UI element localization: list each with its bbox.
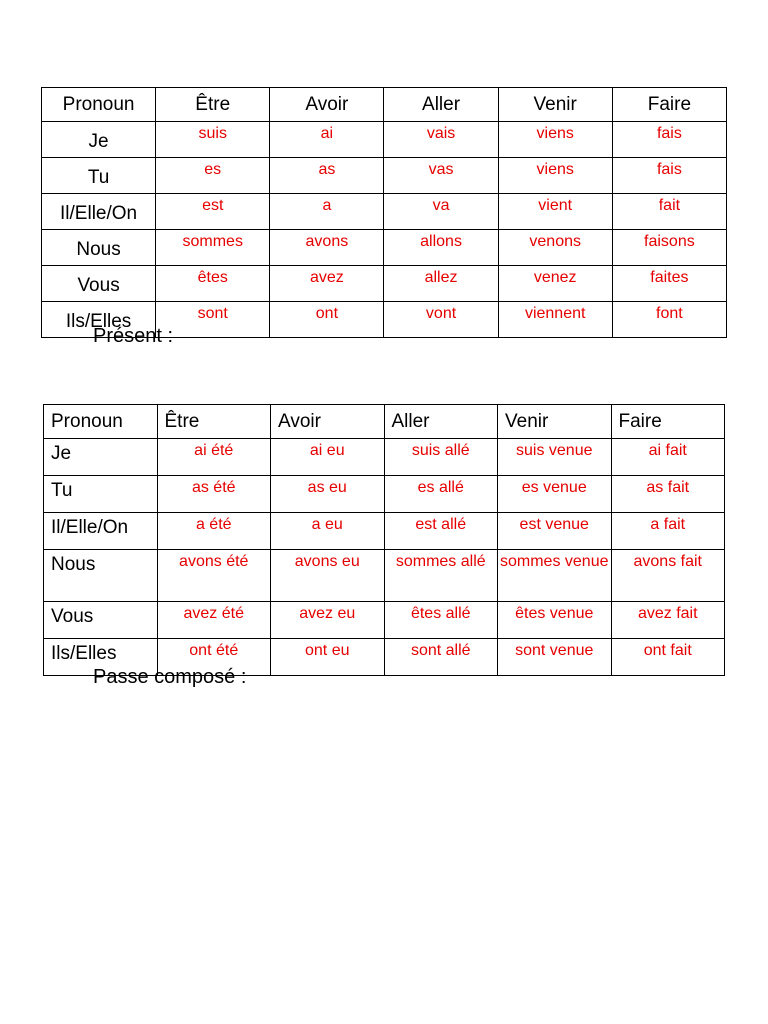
verb-cell: avez été bbox=[157, 602, 271, 639]
verb-cell: vais bbox=[384, 122, 498, 158]
verb-cell: êtes allé bbox=[384, 602, 498, 639]
verb-cell: suis bbox=[156, 122, 270, 158]
verb-cell: as bbox=[270, 158, 384, 194]
verb-cell: es bbox=[156, 158, 270, 194]
verb-cell: suis venue bbox=[498, 439, 612, 476]
verb-cell: allons bbox=[384, 230, 498, 266]
pronoun-cell: Tu bbox=[42, 158, 156, 194]
pronoun-cell: Nous bbox=[42, 230, 156, 266]
verb-cell: vas bbox=[384, 158, 498, 194]
verb-cell: as été bbox=[157, 476, 271, 513]
header-venir: Venir bbox=[498, 405, 612, 439]
verb-cell: venez bbox=[498, 266, 612, 302]
table-header-row bbox=[44, 405, 725, 439]
passe-compose-conjugation-table bbox=[43, 404, 725, 676]
pronoun-cell: Vous bbox=[42, 266, 156, 302]
table-row bbox=[44, 513, 725, 550]
verb-cell: fait bbox=[612, 194, 726, 230]
table-row bbox=[42, 266, 727, 302]
verb-cell: a été bbox=[157, 513, 271, 550]
verb-cell: as fait bbox=[611, 476, 725, 513]
present-conjugation-table bbox=[41, 87, 727, 338]
pronoun-cell: Nous bbox=[44, 550, 158, 602]
verb-cell: viens bbox=[498, 158, 612, 194]
verb-cell: est bbox=[156, 194, 270, 230]
header-venir: Venir bbox=[498, 88, 612, 122]
header-avoir: Avoir bbox=[270, 88, 384, 122]
table-row bbox=[44, 439, 725, 476]
verb-cell: avons été bbox=[157, 550, 271, 602]
verb-cell: font bbox=[612, 302, 726, 338]
header-faire: Faire bbox=[611, 405, 725, 439]
verb-cell: sommes bbox=[156, 230, 270, 266]
verb-cell: ai été bbox=[157, 439, 271, 476]
verb-cell: avez eu bbox=[271, 602, 385, 639]
verb-cell: êtes bbox=[156, 266, 270, 302]
verb-cell: viens bbox=[498, 122, 612, 158]
header-aller: Aller bbox=[384, 88, 498, 122]
header-avoir: Avoir bbox=[271, 405, 385, 439]
verb-cell: vient bbox=[498, 194, 612, 230]
pronoun-cell: Il/Elle/On bbox=[44, 513, 158, 550]
verb-cell: sont allé bbox=[384, 639, 498, 676]
verb-cell: viennent bbox=[498, 302, 612, 338]
table-header-row bbox=[42, 88, 727, 122]
header-pronoun: Pronoun bbox=[44, 405, 158, 439]
verb-cell: sommes venue bbox=[498, 550, 612, 602]
verb-cell: sommes allé bbox=[384, 550, 498, 602]
header-faire: Faire bbox=[612, 88, 726, 122]
table-row bbox=[42, 158, 727, 194]
verb-cell: sont venue bbox=[498, 639, 612, 676]
verb-cell: faisons bbox=[612, 230, 726, 266]
pronoun-cell: Tu bbox=[44, 476, 158, 513]
pronoun-cell: Vous bbox=[44, 602, 158, 639]
verb-cell: suis allé bbox=[384, 439, 498, 476]
verb-cell: a fait bbox=[611, 513, 725, 550]
pronoun-cell: Ils/Elles bbox=[44, 639, 158, 676]
pronoun-cell: Je bbox=[44, 439, 158, 476]
verb-cell: fais bbox=[612, 158, 726, 194]
verb-cell: avons eu bbox=[271, 550, 385, 602]
verb-cell: ai fait bbox=[611, 439, 725, 476]
verb-cell: avez bbox=[270, 266, 384, 302]
table-row bbox=[42, 122, 727, 158]
verb-cell: a eu bbox=[271, 513, 385, 550]
table-row bbox=[42, 230, 727, 266]
verb-cell: venons bbox=[498, 230, 612, 266]
verb-cell: va bbox=[384, 194, 498, 230]
table-row bbox=[42, 194, 727, 230]
verb-cell: a bbox=[270, 194, 384, 230]
table-row bbox=[44, 602, 725, 639]
pronoun-cell: Ils/Elles bbox=[42, 302, 156, 338]
verb-cell: as eu bbox=[271, 476, 385, 513]
verb-cell: faites bbox=[612, 266, 726, 302]
verb-cell: es venue bbox=[498, 476, 612, 513]
verb-cell: est allé bbox=[384, 513, 498, 550]
header-pronoun: Pronoun bbox=[42, 88, 156, 122]
verb-cell: ai eu bbox=[271, 439, 385, 476]
header-etre: Être bbox=[156, 88, 270, 122]
pronoun-cell: Il/Elle/On bbox=[42, 194, 156, 230]
header-aller: Aller bbox=[384, 405, 498, 439]
verb-cell: avez fait bbox=[611, 602, 725, 639]
table-row bbox=[44, 550, 725, 602]
verb-cell: ont fait bbox=[611, 639, 725, 676]
verb-cell: vont bbox=[384, 302, 498, 338]
verb-cell: allez bbox=[384, 266, 498, 302]
verb-cell: ont eu bbox=[271, 639, 385, 676]
verb-cell: est venue bbox=[498, 513, 612, 550]
verb-cell: sont bbox=[156, 302, 270, 338]
verb-cell: fais bbox=[612, 122, 726, 158]
header-etre: Être bbox=[157, 405, 271, 439]
verb-cell: êtes venue bbox=[498, 602, 612, 639]
present-caption: Présent : bbox=[93, 325, 174, 347]
verb-cell: es allé bbox=[384, 476, 498, 513]
passe-compose-caption: Passe composé : bbox=[93, 666, 247, 688]
verb-cell: ont été bbox=[157, 639, 271, 676]
table-row bbox=[44, 476, 725, 513]
verb-cell: avons fait bbox=[611, 550, 725, 602]
verb-cell: ont bbox=[270, 302, 384, 338]
pronoun-cell: Je bbox=[42, 122, 156, 158]
verb-cell: ai bbox=[270, 122, 384, 158]
verb-cell: avons bbox=[270, 230, 384, 266]
